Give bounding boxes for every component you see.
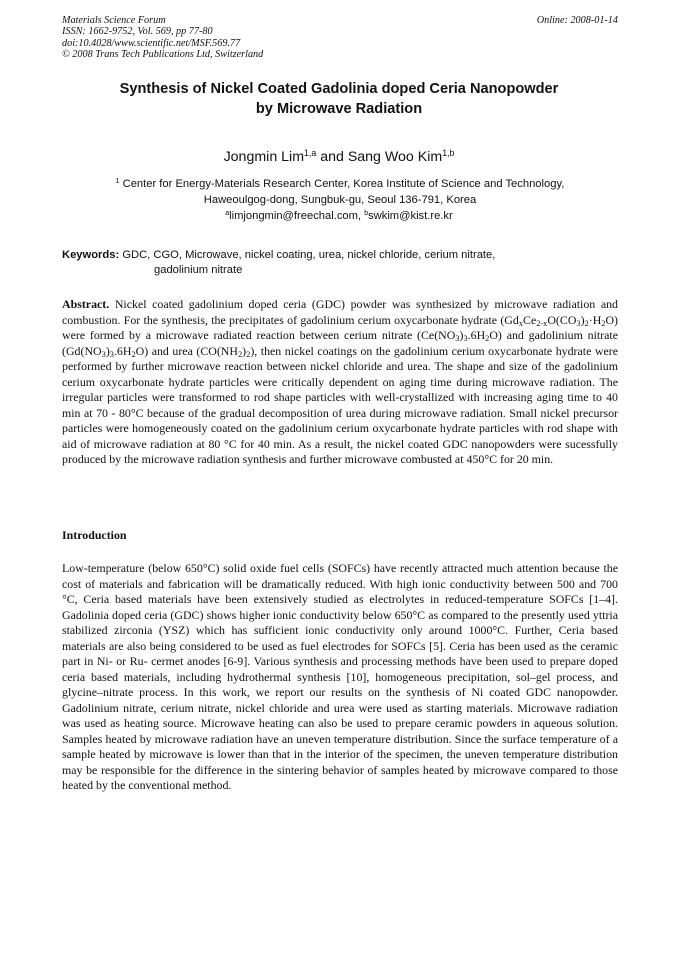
keywords (62, 248, 618, 278)
doi-line: doi:10.4028/www.scientific.net/MSF.569.77 (62, 37, 241, 49)
abstract: Abstract. Nickel coated gadolinium doped ceria (GDC) powder was synthesized by microwave radiation and combustion. For the synthesis, the precipitates of gadolinium cerium oxycarbonate hydrate $(Gd_xCe_{2-x}O(CO_3)_2\cdot H_2O)$ were formed by a microwave radiated reaction between cerium nitrate $(Ce(NO_3)_3.6H_2O)$ and gadolinium nitrate $(Gd(NO_3)_3.6H_2O)$ and urea $(CO(NH_2)_2)$, then nickel coatings on the gadolinium cerium oxycarbonate hydrate were performed by further microwave reaction between nickel chloride and urea. The shape and size of the gadolinium cerium oxycarbonate hydrate particles were critically dependent on aging time during microwave radiation. The irregular particles were transformed to rod shape particles with well-crystallized with increasing aging time to 40 min at 70 - 80°C because of the gradual decomposition of urea during microwave radiation. Small nickel precursor particles were homogeneously coated on the gadolinium cerium oxycarbonate hydrate particles with rod shape with aid of microwave radiation at 80 °C for 40 min. As a result, the nickel coated GDC nanopowders were sucessfully produced by the microwave radiation synthesis and further microwave combusted at 450°C for 20 min. (62, 297, 618, 466)
issn-line: ISSN: 1662-9752, Vol. 569, pp 77-80 (62, 26, 213, 38)
abstract-label: Abstract. (62, 297, 110, 311)
author-1-affil-mark: 1,a (304, 148, 317, 159)
introduction-text: Low-temperature (below 650°C) solid oxide fuel cells (SOFCs) have recently attracted much attention because the cost of materials and fabrication will be dramatically reduced. With high ionic conductivity between 500 and 700 °C, Ceria based materials have been extensively studied as electrolytes in reduced-temperature SOFCs [1–4]. Gadolinia doped ceria (GDC) shows higher ionic conductivity below 650°C as compared to the presently used yttria stabilized zirconia (YSZ) which has sufficient ionic conductivity only around 1000°C. Further, Ceria based materials are also being considered to be used as fuel electrodes for SOFCs [5]. Ceria has been used as the ceramic part in Ni- or Ru- cermet anodes [6-9]. Various synthesis and processing methods have been used to prepare doped ceria based materials, including hydrothermal synthesis [10], homogeneous precipitation, sol–gel process, and glycine–nitrate process. In this work, we report our results on the synthesis of Ni coated GDC nanopowder. Gadolinium nitrate, cerium nitrate, nickel chloride and urea were used as starting materials. Microwave radiation was used as heating source. Microwave heating can also be used to prepare ceramic powders in aqueous solution. Samples heated by microwave radiation have an uneven temperature distribution. Since the surface temperature of a sample heated by microwave is lower than that in the interior of the specimen, the uneven temperature distribution may be responsible for the difference in the sintering behavior of samples heated by microwave compared to those heated by the conventional method. (62, 561, 618, 792)
copyright-line: © 2008 Trans Tech Publications Ltd, Switzerland (62, 49, 264, 61)
email-a-mark: a (225, 210, 230, 218)
email-a: limjongmin@freechal.com, (229, 210, 365, 222)
online-date: Online: 2008-01-14 (536, 15, 618, 26)
title-line-1: Synthesis of Nickel Coated Gadolinia doped Ceria Nanopowder (119, 81, 559, 97)
affiliation (70, 177, 610, 208)
introduction-heading: Introduction (62, 528, 127, 542)
journal-name: Materials Science Forum (62, 15, 166, 26)
email-b: swkim@kist.re.kr (368, 210, 453, 222)
keywords-line-2: gadolinium nitrate (154, 264, 243, 276)
author-2-affil-mark: 1,b (442, 148, 455, 159)
authors (0, 149, 678, 165)
keywords-line-1: GDC, CGO, Microwave, nickel coating, urea, nickel chloride, cerium nitrate, (122, 249, 496, 261)
author-emails (0, 210, 678, 222)
affiliation-line-1: $^1$ Center for Energy-Materials Research Center, Korea Institute of Science and Technology, (115, 178, 565, 190)
authors-conjunction: and (316, 149, 348, 165)
paper-title (0, 80, 678, 119)
affiliation-line-2: Haweoulgog-dong, Sungbuk-gu, Seoul 136-791, Korea (203, 193, 477, 206)
email-b-mark: b (364, 210, 369, 218)
author-1-name: Jongmin Lim (223, 149, 305, 165)
title-line-2: by Microwave Radiation (255, 100, 423, 117)
keywords-label: Keywords: (62, 249, 120, 261)
author-2-name: Sang Woo Kim (347, 149, 443, 165)
publication-header (62, 15, 618, 61)
affiliation-mark: 1 (115, 178, 120, 186)
